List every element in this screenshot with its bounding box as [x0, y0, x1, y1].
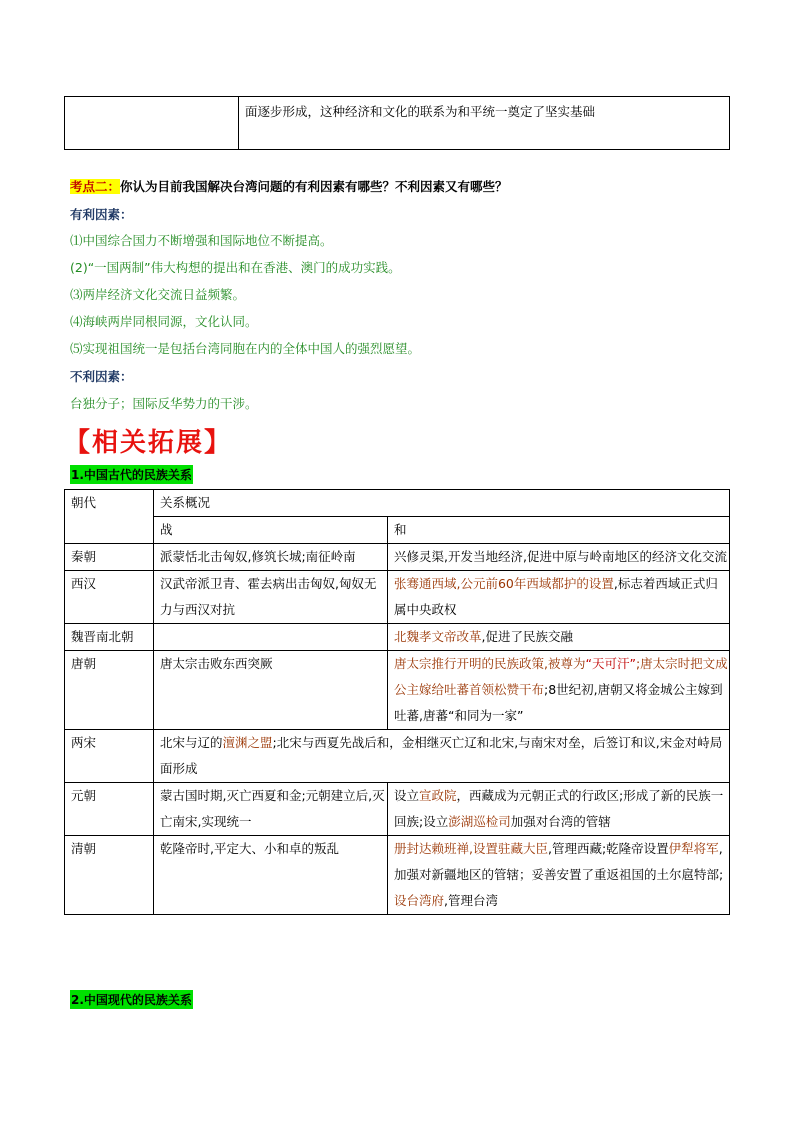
table-row: [65, 783, 730, 836]
favorable-item-4: ⑷海峡两岸同根同源，文化认同。: [70, 314, 258, 329]
dynasty-cell: 清朝: [65, 836, 154, 915]
dynasty-cell: 西汉: [65, 571, 154, 624]
peace-cell: [388, 624, 730, 651]
plain-text: ;8世纪初,唐朝又将金城公主嫁到吐蕃,唐蕃“和同为一家”: [394, 682, 723, 723]
unfavorable-title: 不利因素：: [70, 369, 133, 384]
table-row: [65, 730, 730, 783]
highlighted-text: 设台湾府: [394, 893, 445, 908]
plain-text: ;北宋与西夏先战后和，金相继灭亡辽和北宋,与南宋对垒，后签订和议,宋金对峙局面形成: [160, 735, 723, 776]
war-cell: 唐太宗击败东西突厥: [154, 651, 388, 730]
dynasty-cell: 魏晋南北朝: [65, 624, 154, 651]
merged-cell: [154, 730, 730, 783]
question-text: 你认为目前我国解决台湾问题的有利因素有哪些？不利因素又有哪些？: [120, 179, 508, 194]
favorable-item-1: ⑴中国综合国力不断增强和国际地位不断提高。: [70, 233, 333, 248]
peace-cell: [388, 651, 730, 730]
favorable-item-5: ⑸实现祖国统一是包括台湾同胞在内的全体中国人的强烈愿望。: [70, 341, 421, 356]
plain-text: 设立: [394, 788, 420, 803]
highlighted-text: 澶渊之盟: [222, 735, 273, 750]
unfavorable-text: 台独分子；国际反华势力的干涉。: [70, 396, 258, 411]
section-2-title: 2.中国现代的民族关系: [70, 990, 193, 1009]
dynasty-cell: 秦朝: [65, 544, 154, 571]
header-dynasty: 朝代: [65, 490, 154, 544]
highlighted-text: 伊犁将军: [668, 841, 719, 856]
plain-text: ,促进了民族交融: [481, 629, 573, 644]
ethnic-relations-table: [64, 489, 730, 915]
plain-text: 北宋与辽的: [160, 735, 223, 750]
plain-text: ，西藏成为元朝正式的行政区;形成了新的民族一回族;设立: [394, 788, 724, 829]
section-1-title: 1.中国古代的民族关系: [70, 465, 193, 484]
peace-cell: [388, 836, 730, 915]
plain-text: ,管理西藏;乾隆帝设置: [547, 841, 669, 856]
header-war: 战: [154, 517, 388, 544]
war-cell: [154, 624, 388, 651]
highlighted-text: 北魏孝文帝改革: [394, 629, 482, 644]
plain-text: ,加强对新疆地区的管辖；妥善安置了重返祖国的土尔扈特部;: [394, 841, 724, 882]
plain-text: ,标志着西域正式归属中央政权: [394, 576, 718, 617]
table-row: [65, 97, 730, 150]
peace-cell: [388, 571, 730, 624]
table-row: [65, 571, 730, 624]
highlighted-text: 张骞通西域,公元前60年西域都护的设置: [394, 576, 614, 591]
war-cell: 派蒙恬北击匈奴,修筑长城;南征岭南: [154, 544, 388, 571]
plain-text: 加强对台湾的管辖: [510, 814, 611, 829]
highlighted-text: 澎湖巡检司: [448, 814, 511, 829]
table-row: [65, 490, 730, 517]
table-row: [65, 624, 730, 651]
header-peace: 和: [388, 517, 730, 544]
extension-header: 【相关拓展】: [64, 428, 233, 458]
table-cell-empty: [65, 97, 239, 150]
highlighted-text: 宣政院: [419, 788, 457, 803]
exam-point-question: [70, 177, 508, 195]
highlighted-text: “天可汗”: [585, 656, 636, 671]
dynasty-cell: 两宋: [65, 730, 154, 783]
peace-cell: [388, 783, 730, 836]
dynasty-cell: 唐朝: [65, 651, 154, 730]
header-overview: 关系概况: [154, 490, 730, 517]
table-row: [65, 517, 730, 544]
table-row: [65, 836, 730, 915]
dynasty-cell: 元朝: [65, 783, 154, 836]
war-cell: 蒙古国时期,灭亡西夏和金;元朝建立后,灭亡南宋,实现统一: [154, 783, 388, 836]
table-cell: 面逐步形成，这种经济和文化的联系为和平统一奠定了坚实基础: [239, 97, 730, 150]
favorable-item-2: (2)“一国两制”伟大构想的提出和在香港、澳门的成功实践。: [70, 260, 401, 275]
exam-point-label: 考点二：: [70, 179, 121, 194]
table-row: [65, 651, 730, 730]
war-cell: 乾隆帝时,平定大、小和卓的叛乱: [154, 836, 388, 915]
highlighted-text: ;唐太宗时把文成公主嫁给吐蕃首领松赞干布: [394, 656, 728, 697]
continued-table: [64, 96, 730, 150]
plain-text: ,管理台湾: [444, 893, 498, 908]
highlighted-text: 唐太宗推行开明的民族政策,被尊为: [394, 656, 586, 671]
favorable-item-3: ⑶两岸经济文化交流日益频繁。: [70, 287, 246, 302]
peace-cell: 兴修灵渠,开发当地经济,促进中原与岭南地区的经济文化交流: [388, 544, 730, 571]
war-cell: 汉武帝派卫青、霍去病出击匈奴,匈奴无力与西汉对抗: [154, 571, 388, 624]
table-row: [65, 544, 730, 571]
highlighted-text: 册封达赖班禅,设置驻藏大臣: [394, 841, 548, 856]
favorable-title: 有利因素：: [70, 207, 133, 222]
